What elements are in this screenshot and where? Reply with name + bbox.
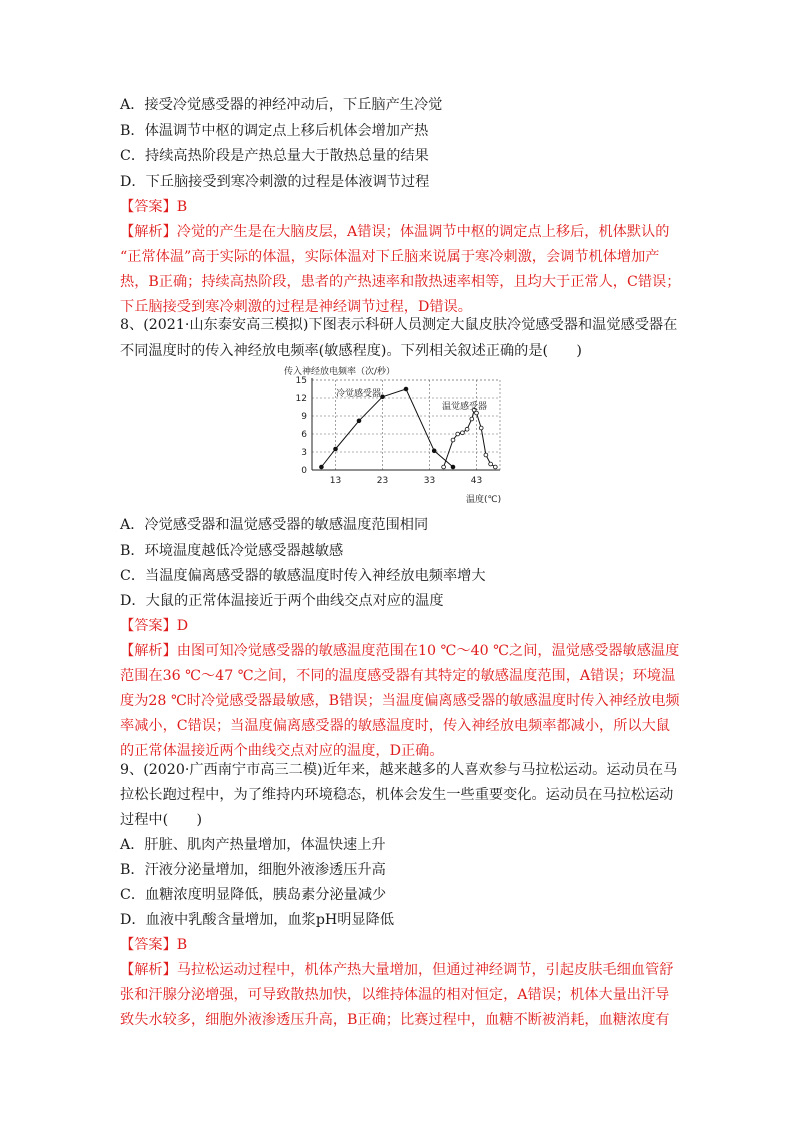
- x-tick-label: 23: [376, 476, 389, 486]
- series-1-point: [484, 453, 488, 457]
- q9-stem-line-3: 过程中( ): [120, 812, 203, 828]
- q8-stem-line-1: 8、(2021·山东泰安高三模拟)下图表示科研人员测定大鼠皮肤冷觉感受器和温觉感受器在: [120, 317, 678, 333]
- answer-tag: 【答案】: [120, 618, 177, 634]
- series-1-point: [470, 417, 474, 421]
- answer-value: D: [176, 618, 189, 634]
- q7-analysis-line-3: 热，B正确；持续高热阶段，患者的产热速率和散热速率相等，且均大于正常人，C错误；: [120, 274, 681, 290]
- q8-option-a: A．冷觉感受器和温觉感受器的敏感温度范围相同: [120, 517, 429, 533]
- series-0-point: [334, 447, 338, 451]
- series-1-point: [451, 438, 455, 442]
- q8-analysis-line-4: 率减小，C错误；当温度偏离感受器的敏感温度时，传入神经放电频率都减小，所以大鼠: [120, 718, 670, 734]
- analysis-tag: 【解析】: [120, 962, 177, 978]
- y-tick-label: 9: [301, 412, 307, 422]
- q8-stem-line-2: 不同温度时的传入神经放电频率(敏感程度)。下列相关叙述正确的是( ): [120, 343, 582, 359]
- chart-ylabel: 传入神经放电频率（次/秒）: [284, 367, 396, 377]
- series-1-point: [461, 431, 465, 435]
- x-tick-label: 33: [423, 476, 436, 486]
- legend-warm-receptor: 温觉感受器: [442, 402, 488, 412]
- q8-analysis-line-2: 范围在36 ℃～47 ℃之间，不同的温度感受器有其特定的敏感温度范围，A错误；环境温: [120, 668, 676, 684]
- series-1-point: [479, 426, 483, 430]
- y-tick-label: 12: [295, 394, 307, 404]
- q7-analysis-line-1: 【解析】冷觉的产生是在大脑皮层，A错误；体温调节中枢的调定点上移后，机体默认的: [120, 224, 670, 240]
- q8-option-c: C．当温度偏离感受器的敏感温度时传入神经放电频率增大: [120, 568, 486, 584]
- answer-value: B: [176, 937, 188, 953]
- y-tick-label: 6: [301, 430, 307, 440]
- x-tick-label: 13: [329, 476, 342, 486]
- series-0-point: [432, 449, 436, 453]
- q7-analysis-line-4: 下丘脑接受到寒冷刺激的过程是神经调节过程，D错误。: [120, 299, 472, 315]
- q9-option-b: B．汗液分泌量增加，细胞外液渗透压升高: [120, 862, 386, 878]
- q9-analysis-line-2: 张和汗腺分泌增强，可导致散热加快，以维持体温的相对恒定，A错误；机体大量出汗导: [120, 987, 670, 1003]
- q7-analysis-line-2: “正常体温”高于实际的体温，实际体温对下丘脑来说属于寒冷刺激，会调节机体增加产: [120, 249, 660, 265]
- q9-stem-line-1: 9、(2020·广西南宁市高三二模)近年来，越来越多的人喜欢参与马拉松运动。运动员在马: [120, 762, 678, 778]
- series-0-point: [451, 465, 455, 469]
- series-1-point: [489, 462, 493, 466]
- series-0-point: [357, 419, 361, 423]
- q8-option-b: B．环境温度越低冷觉感受器越敏感: [120, 543, 344, 559]
- series-0-point: [320, 465, 324, 469]
- q8-analysis-line-1: 【解析】由图可知冷觉感受器的敏感温度范围在10 ℃～40 ℃之间，温觉感受器敏感温度: [120, 643, 680, 659]
- answer-value: B: [176, 199, 188, 215]
- q8-analysis-line-3: 度为28 ℃时冷觉感受器最敏感，B错误；当温度偏离感受器的敏感温度时传入神经放电频: [120, 693, 680, 709]
- series-0-point: [381, 395, 385, 399]
- q9-stem-line-2: 拉松长跑过程中，为了维持内环境稳态，机体会发生一些重要变化。运动员在马拉松运动: [120, 787, 674, 803]
- q9-answer: [120, 935, 187, 955]
- y-tick-label: 0: [301, 466, 307, 476]
- q7-option-d: D．下丘脑接受到寒冷刺激的过程是体液调节过程: [120, 174, 430, 190]
- q9-option-d: D．血液中乳酸含量增加，血浆pH明显降低: [120, 912, 395, 928]
- q9-option-a: A．肝脏、肌肉产热量增加，体温快速上升: [120, 837, 386, 853]
- series-1-point: [442, 465, 446, 469]
- q8-chart: [270, 362, 510, 512]
- answer-tag: 【答案】: [120, 199, 177, 215]
- q9-option-c: C．血糖浓度明显降低，胰岛素分泌量减少: [120, 887, 387, 903]
- series-1-point: [493, 465, 497, 469]
- q9-analysis-line-3: 致失水较多，细胞外液渗透压升高，B正确；比赛过程中，血糖不断被消耗，血糖浓度有: [120, 1012, 670, 1028]
- q7-option-c: C．持续高热阶段是产热总量大于散热总量的结果: [120, 148, 429, 164]
- q9-analysis-line-1: 【解析】马拉松运动过程中，机体产热大量增加，但通过神经调节，引起皮肤毛细血管舒: [120, 962, 674, 978]
- series-1-point: [456, 432, 460, 436]
- q7-option-a: A．接受冷觉感受器的神经冲动后，下丘脑产生冷觉: [120, 97, 443, 113]
- series-line-0: [321, 389, 453, 467]
- q8-analysis-line-5: 的正常体温接近两个曲线交点对应的温度，D正确。: [120, 743, 444, 759]
- q7-answer: [120, 197, 187, 217]
- chart-xlabel: 温度(℃): [466, 495, 502, 505]
- q8-answer: [120, 616, 188, 636]
- series-1-point: [465, 427, 469, 431]
- legend-cold-receptor: 冷觉感受器: [336, 389, 382, 399]
- answer-tag: 【答案】: [120, 937, 177, 953]
- series-0-point: [404, 387, 408, 391]
- q8-option-d: D．大鼠的正常体温接近于两个曲线交点对应的温度: [120, 593, 444, 609]
- analysis-tag: 【解析】: [120, 224, 177, 240]
- y-tick-label: 15: [295, 376, 307, 386]
- x-tick-label: 43: [470, 476, 483, 486]
- analysis-tag: 【解析】: [120, 643, 177, 659]
- y-tick-label: 3: [301, 448, 307, 458]
- q7-option-b: B．体温调节中枢的调定点上移后机体会增加产热: [120, 123, 429, 139]
